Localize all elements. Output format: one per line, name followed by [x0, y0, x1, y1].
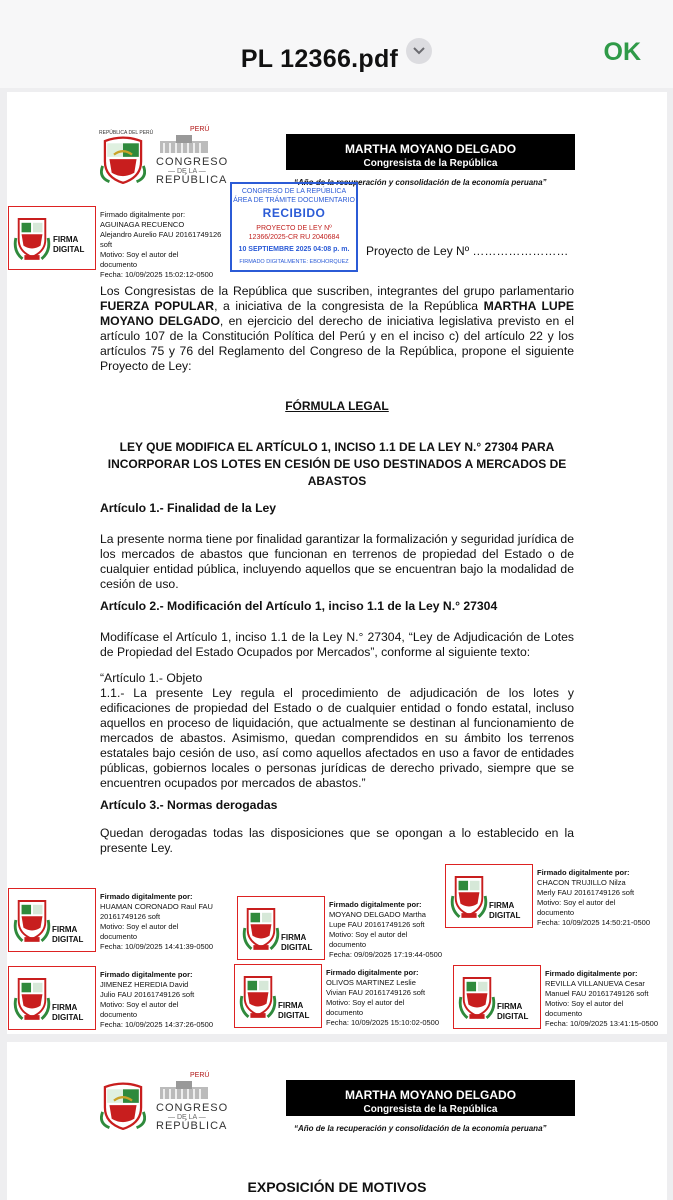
digital-label: DIGITAL [497, 1012, 529, 1021]
document-title[interactable] [0, 38, 673, 74]
sig-line: Fecha: 09/09/2025 17:19:44-0500 [329, 950, 443, 959]
sig-line: Firmado digitalmente por: [100, 892, 193, 901]
intro-text: , a iniciativa de la congresista de la República [214, 299, 484, 313]
peru-seal-icon [13, 895, 51, 945]
logo-congreso-text: CONGRESO [156, 156, 229, 168]
intro-bold: MARTHA LUPE MOYANO DELGADO [100, 299, 574, 328]
peru-seal-icon [239, 971, 277, 1021]
firma-label: FIRMA [281, 933, 307, 942]
sig-line: OLIVOS MARTINEZ Leslie [326, 978, 416, 987]
article-2-quote-title: “Artículo 1.- Objeto [100, 671, 203, 685]
stamp-recibido: RECIBIDO [262, 206, 326, 220]
sig-line: documento [329, 940, 367, 949]
peru-shield-icon [100, 1078, 146, 1130]
sig-line: Fecha: 10/09/2025 15:02:12-0500 [100, 270, 214, 279]
law-title-line: ABASTOS [307, 474, 367, 488]
sig-line: Firmado digitalmente por: [329, 900, 422, 909]
congresista-name: MARTHA MOYANO DELGADO [344, 142, 517, 156]
sig-line: Fecha: 10/09/2025 13:41:15-0500 [545, 1019, 659, 1028]
article-2-quote-text: 1.1.- La presente Ley regula el procedimiento de adjudicación de los lotes y edificaciones de propiedad del Estado o de cualquier entidad o fondo estatal, incluso aquellos en proceso de liquidación, que actualmente se destinan al funcionamiento de mercados de abastos. Asimismo, quedan comprendidos en su ámbito los terrenos estatales bajo cesión de uso, así como aquellos afectados en uso a favor de entidades públicas, gobiernos locales o personas jurídicas de derecho privado, siempre que se encuentren ocupados por mercados de abastos.” [100, 686, 574, 790]
congress-building-icon [156, 133, 212, 153]
intro-bold: FUERZA POPULAR [100, 299, 215, 313]
sig-line: HUAMAN CORONADO Raul FAU [100, 902, 213, 911]
firma-label: FIRMA [497, 1002, 523, 1011]
sig-line: Alejandro Aurelio FAU 20161749126 [100, 230, 222, 239]
logo-republica-text: REPÚBLICA [156, 1120, 228, 1132]
signature-details [100, 210, 221, 280]
sig-line: Fecha: 10/09/2025 14:41:39-0500 [100, 942, 214, 951]
sig-line: Fecha: 10/09/2025 15:10:02-0500 [326, 1018, 440, 1027]
sig-line: Firmado digitalmente por: [545, 969, 638, 978]
exposicion-heading: EXPOSICIÓN DE MOTIVOS [247, 1179, 427, 1195]
law-title-line: INCORPORAR LOS LOTES EN CESIÓN DE USO DESTINADOS A MERCADOS DE [107, 457, 567, 471]
signature-details [329, 900, 442, 960]
stamp-line: ÁREA DE TRÁMITE DOCUMENTARIO [233, 197, 355, 204]
signature-details [545, 969, 658, 1029]
pdf-viewer-toolbar [0, 0, 673, 88]
logo-dela-text: — DE LA — [168, 168, 206, 175]
firma-label: FIRMA [52, 925, 78, 934]
sig-line: Motivo: Soy el autor del [329, 930, 408, 939]
proyecto-number-line: Proyecto de Ley Nº …………………… [366, 244, 569, 258]
law-title-line: LEY QUE MODIFICA EL ARTÍCULO 1, INCISO 1.1 DE LA LEY N.° 27304 PARA [119, 440, 555, 454]
congresista-name: MARTHA MOYANO DELGADO [344, 1088, 517, 1102]
peru-seal-icon [242, 903, 280, 953]
sig-line: Motivo: Soy el autor del [100, 922, 179, 931]
sig-line: Motivo: Soy el autor del [537, 898, 616, 907]
stamp-line: PROYECTO DE LEY Nº [256, 225, 332, 232]
sig-line: Firmado digitalmente por: [326, 968, 419, 977]
intro-paragraph [100, 284, 574, 374]
law-title [87, 439, 587, 490]
shield-caption: REPÚBLICA DEL PERÚ [99, 130, 154, 136]
congresista-header [286, 134, 575, 170]
pdf-page-2 [7, 1042, 667, 1200]
article-1-title: Artículo 1.- Finalidad de la Ley [100, 501, 277, 515]
logo-congreso-text: CONGRESO [156, 1102, 229, 1114]
peru-shield-icon [100, 132, 146, 184]
logo-peru-text: PERÚ [190, 1072, 210, 1079]
digital-label: DIGITAL [281, 943, 313, 952]
congreso-logo [150, 1072, 229, 1132]
stamp-line: 12366/2025-CR RU 2040684 [248, 234, 340, 241]
peru-seal-icon [458, 972, 496, 1022]
year-motto: “Año de la recuperación y consolidación de la economía peruana” [294, 178, 547, 187]
sig-line: documento [100, 260, 138, 269]
firma-label: FIRMA [489, 901, 515, 910]
ok-button[interactable]: OK [603, 38, 641, 66]
firma-label: FIRMA [52, 1003, 78, 1012]
signature-details [326, 968, 439, 1028]
peru-seal-icon [13, 973, 51, 1023]
document-title-text: PL 12366.pdf [240, 45, 399, 73]
sig-line: REVILLA VILLANUEVA Cesar [545, 979, 645, 988]
sig-line: Motivo: Soy el autor del [100, 1000, 179, 1009]
article-3-text: Quedan derogadas todas las disposiciones que se opongan a lo establecido en la presente Ley. [100, 826, 574, 855]
intro-text: , en ejercicio del derecho de iniciativa legislativa previsto en el artículo 107 de la Constitución Política del Perú y en el inciso c) del artículo 22 y los artículos 75 y 76 del Reglamento del Congreso de la República, propone el siguiente Proyecto de Ley: [100, 314, 574, 373]
sig-line: Motivo: Soy el autor del [100, 250, 179, 259]
sig-line: Vivian FAU 20161749126 soft [326, 988, 426, 997]
digital-label: DIGITAL [53, 245, 85, 254]
stamp-line: CONGRESO DE LA REPÚBLICA [241, 188, 347, 195]
stamp-date: 10 SEPTIEMBRE 2025 04:08 p. m. [238, 246, 350, 253]
sig-line: Firmado digitalmente por: [100, 210, 186, 219]
congress-building-icon [156, 1079, 212, 1099]
congresista-role: Congresista de la República [363, 158, 498, 169]
congreso-logo [150, 126, 229, 186]
intro-text: Los Congresistas de la República que suscriben, integrantes del grupo parlamentario [100, 284, 574, 298]
firma-label: FIRMA [53, 235, 79, 244]
logo-peru-text: PERÚ [190, 126, 210, 133]
sig-line: Julio FAU 20161749126 soft [100, 990, 195, 999]
firma-digital-seal [8, 206, 96, 270]
digital-label: DIGITAL [489, 911, 521, 920]
sig-line: Lupe FAU 20161749126 soft [329, 920, 425, 929]
peru-seal-icon [13, 213, 51, 263]
congresista-header [286, 1080, 575, 1116]
digital-label: DIGITAL [278, 1011, 310, 1020]
signature-details [100, 892, 213, 952]
formula-legal-heading: FÓRMULA LEGAL [285, 399, 389, 413]
signature-details [100, 970, 213, 1030]
logo-dela-text: — DE LA — [168, 1114, 206, 1121]
article-3-title: Artículo 3.- Normas derogadas [100, 798, 278, 812]
sig-line: JIMENEZ HEREDIA David [100, 980, 189, 989]
article-1-text: La presente norma tiene por finalidad garantizar la formalización y seguridad jurídica de los mercados de abastos que funcionan en terrenos de propiedad del Estado o de cualquier entidad pública, incluyendo aquellos que se encuentran bajo la modalidad de cesión de uso. [100, 532, 574, 591]
pdf-page-1 [7, 92, 667, 1034]
congresista-role: Congresista de la República [363, 1104, 498, 1115]
received-stamp [230, 182, 358, 272]
sig-line: Fecha: 10/09/2025 14:50:21-0500 [537, 918, 651, 927]
signature-details [537, 868, 650, 928]
sig-line: MOYANO DELGADO Martha [329, 910, 426, 919]
article-2-text: Modifícase el Artículo 1, inciso 1.1 de la Ley N.° 27304, “Ley de Adjudicación de Lotes de Propiedad del Estado Ocupados por Mercados”, conforme al siguiente texto: [100, 630, 574, 659]
digital-label: DIGITAL [52, 935, 84, 944]
chevron-down-icon[interactable] [406, 38, 432, 64]
stamp-signer: FIRMADO DIGITALMENTE: EBOHORQUEZ [239, 259, 349, 265]
sig-line: Motivo: Soy el autor del [545, 999, 624, 1008]
sig-line: Motivo: Soy el autor del [326, 998, 405, 1007]
peru-seal-icon [450, 871, 488, 921]
sig-line: soft [100, 240, 113, 249]
sig-line: Fecha: 10/09/2025 14:37:26-0500 [100, 1020, 214, 1029]
year-motto: “Año de la recuperación y consolidación de la economía peruana” [294, 1124, 547, 1133]
sig-line: Manuel FAU 20161749126 soft [545, 989, 649, 998]
digital-label: DIGITAL [52, 1013, 84, 1022]
sig-line: documento [545, 1009, 583, 1018]
sig-line: 20161749126 soft [100, 912, 161, 921]
sig-line: Firmado digitalmente por: [537, 868, 630, 877]
sig-line: Merly FAU 20161749126 soft [537, 888, 635, 897]
sig-line: documento [326, 1008, 364, 1017]
firma-label: FIRMA [278, 1001, 304, 1010]
sig-line: documento [100, 932, 138, 941]
sig-line: CHACON TRUJILLO Nilza [537, 878, 626, 887]
sig-line: Firmado digitalmente por: [100, 970, 193, 979]
sig-line: documento [100, 1010, 138, 1019]
sig-line: AGUINAGA RECUENCO [100, 220, 185, 229]
sig-line: documento [537, 908, 575, 917]
logo-republica-text: REPÚBLICA [156, 174, 228, 186]
article-2-title: Artículo 2.- Modificación del Artículo 1, inciso 1.1 de la Ley N.° 27304 [100, 599, 498, 613]
